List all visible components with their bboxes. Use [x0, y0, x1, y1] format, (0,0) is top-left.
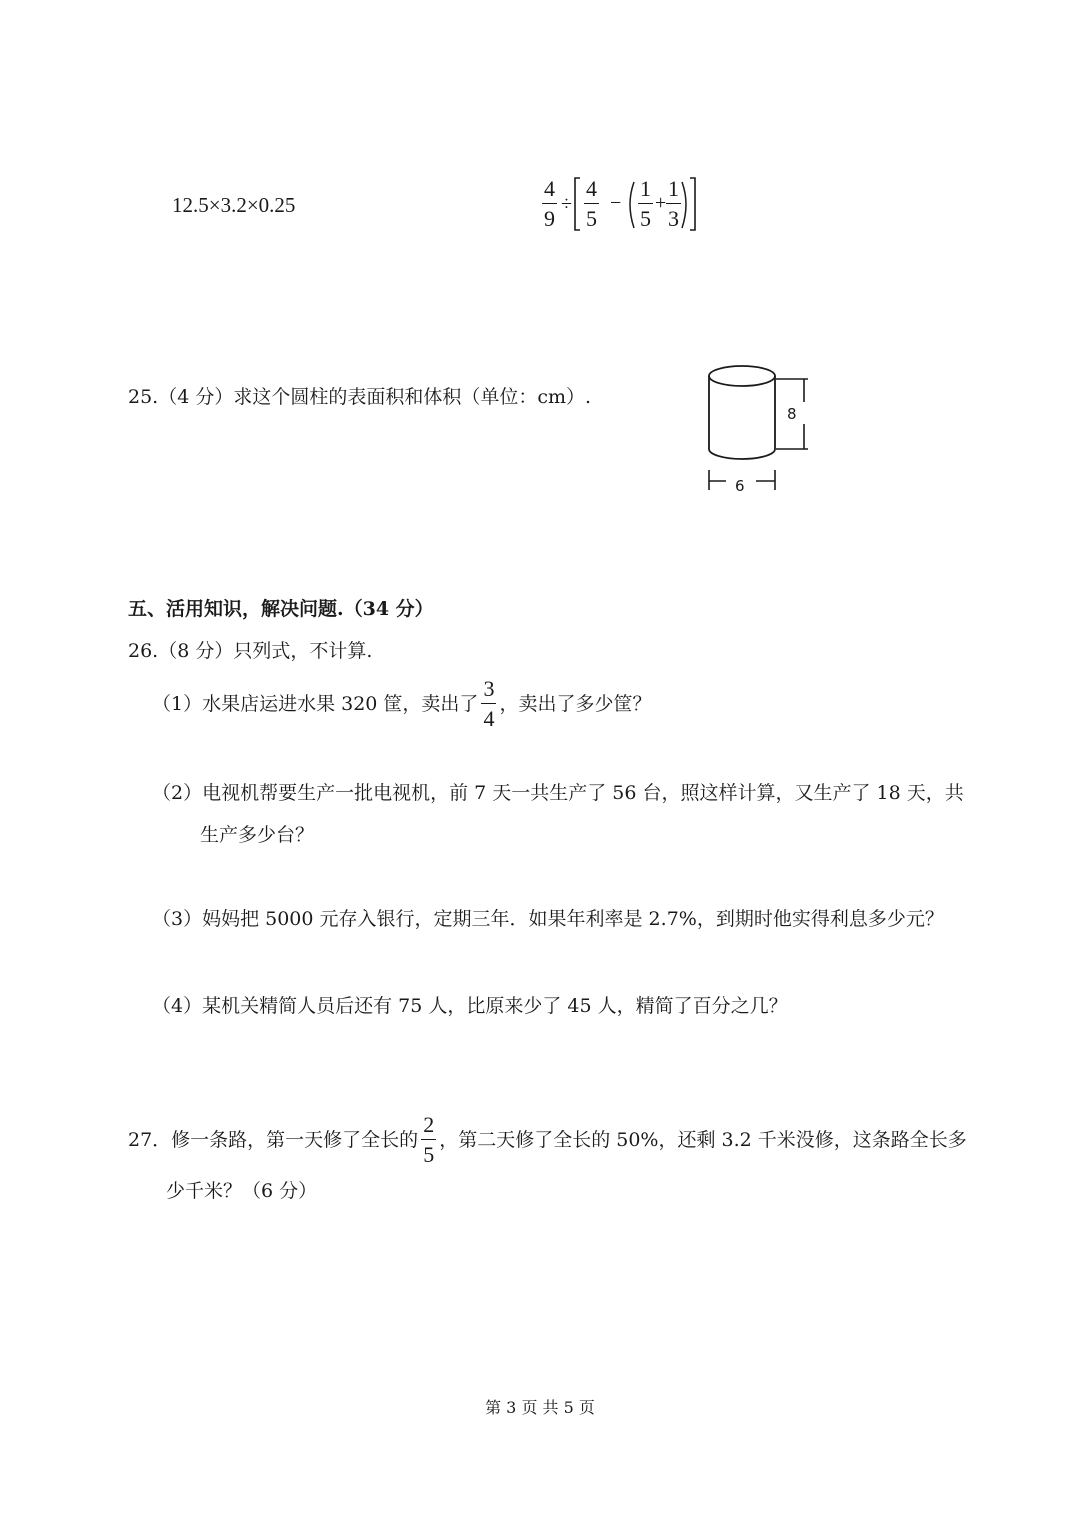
question-26-part-2-line-1: （2）电视机帮要生产一批电视机，前 7 天一共生产了 56 台，照这样计算，又生产了 18 天，共: [152, 782, 964, 804]
fraction-1-3: [666, 178, 681, 230]
q27-text-after: ，第二天修了全长的 50%，还剩 3.2 千米没修，这条路全长多: [439, 1128, 967, 1151]
diameter-label: 6: [735, 477, 745, 495]
question-26-part-2-line-2: 生产多少台？: [200, 824, 315, 846]
fraction-numerator: 1: [638, 178, 653, 204]
question-26-part-1: [152, 678, 651, 730]
question-26-title: 26.（8 分）只列式，不计算.: [128, 640, 373, 662]
q27-text-before: 27．修一条路，第一天修了全长的: [128, 1128, 419, 1151]
page-footer: 第 3 页 共 5 页: [485, 1398, 595, 1417]
fraction-numerator: 2: [421, 1114, 436, 1140]
fraction-2-5: [421, 1114, 436, 1166]
fraction-denominator: 5: [423, 1142, 435, 1167]
fraction-4-5: [584, 178, 599, 230]
section-5-title: 五、活用知识，解决问题.（34 分）: [128, 598, 434, 620]
question-26-part-3: （3）妈妈把 5000 元存入银行，定期三年．如果年利率是 2.7%，到期时他实得利息多少元？: [152, 908, 944, 930]
plus-sign: +: [655, 192, 667, 214]
part-1-text-before: （1）水果店运进水果 320 筐，卖出了: [152, 692, 479, 715]
minus-sign: −: [610, 192, 622, 214]
fraction-denominator: 5: [586, 206, 597, 231]
fraction-3-4: [481, 678, 496, 730]
question-27-line-2: 少千米？（6 分）: [166, 1180, 318, 1202]
fraction-numerator: 1: [666, 178, 681, 204]
fraction-numerator: 4: [584, 178, 599, 204]
part-1-text-after: ，卖出了多少筐？: [499, 692, 652, 715]
fraction-denominator: 4: [483, 706, 495, 731]
height-label: 8: [787, 405, 797, 423]
question-27-line-1: [128, 1114, 967, 1166]
fraction-denominator: 5: [640, 206, 651, 231]
fraction-1-5: [638, 178, 653, 230]
question-25: 25.（4 分）求这个圆柱的表面积和体积（单位：cm）.: [128, 386, 592, 408]
fraction-denominator: 9: [544, 206, 555, 231]
cylinder-figure: [700, 362, 820, 497]
fraction-denominator: 3: [668, 206, 679, 231]
fraction-numerator: 3: [481, 678, 496, 704]
divide-sign: ÷: [561, 193, 572, 215]
expression-2: [540, 172, 710, 236]
expression-1: 12.5×3.2×0.25: [172, 193, 296, 217]
fraction-numerator: 4: [542, 178, 557, 204]
question-26-part-4: （4）某机关精简人员后还有 75 人，比原来少了 45 人，精简了百分之几？: [152, 995, 788, 1017]
cylinder-drawing: [700, 362, 820, 497]
fraction-4-9: [542, 178, 557, 230]
